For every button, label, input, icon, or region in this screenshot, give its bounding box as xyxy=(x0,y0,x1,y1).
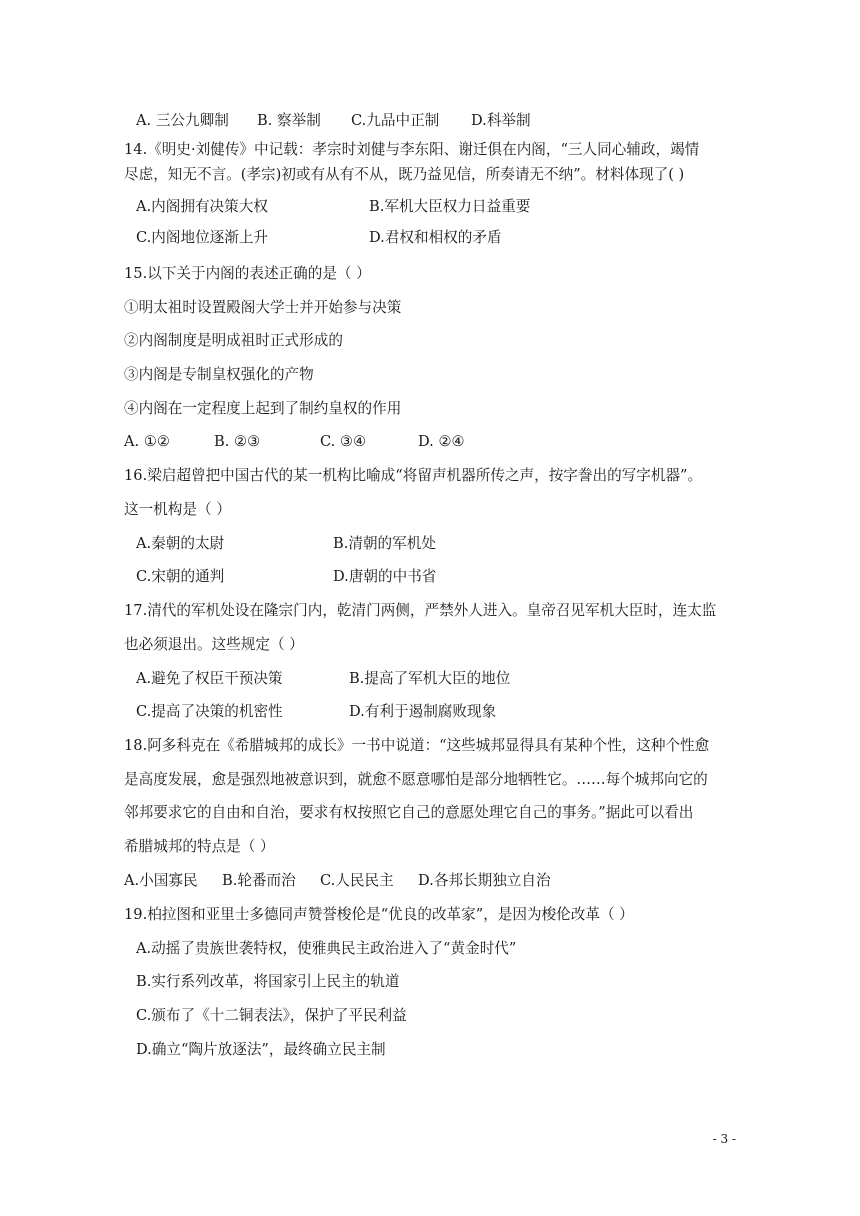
q18-stem-line3: 邻邦要求它的自由和自治，要求有权按照它自己的意愿处理它自己的事务。”据此可以看出 xyxy=(124,804,694,821)
q18-stem-line2: 是高度发展，愈是强烈地被意识到，就愈不愿意哪怕是部分地牺牲它。……每个城邦向它的 xyxy=(124,771,708,788)
q15-option-a: A. ①② xyxy=(124,433,170,450)
q16-option-b: B.清朝的军机处 xyxy=(333,535,436,552)
q18-stem-line1: 18.阿多科克在《希腊城邦的成长》一书中说道：“这些城邦显得具有某种个性，这种个性愈 xyxy=(124,737,710,754)
q17-option-d: D.有利于遏制腐败现象 xyxy=(349,703,497,720)
q18-stem-line4: 希腊城邦的特点是（ ） xyxy=(124,838,275,855)
q15-item-2: ②内阁制度是明成祖时正式形成的 xyxy=(124,332,343,349)
q14-option-b: B.军机大臣权力日益重要 xyxy=(369,198,531,215)
q15-option-c: C. ③④ xyxy=(320,433,367,450)
q16-option-d: D.唐朝的中书省 xyxy=(333,568,437,585)
q17-stem-line2: 也必须退出。这些规定（ ） xyxy=(124,636,304,653)
q15-option-d: D. ②④ xyxy=(418,433,465,450)
q16-stem-line1: 16.梁启超曾把中国古代的某一机构比喻成“将留声机器所传之声，按字誊出的写字机器”。 xyxy=(124,467,703,484)
q14-stem-line1: 14.《明史·刘健传》中记载：孝宗时刘健与李东阳、谢迁俱在内阁，“三人同心辅政，竭情 xyxy=(124,141,700,158)
q19-stem: 19.柏拉图和亚里士多德同声赞誉梭伦是“优良的改革家”，是因为梭伦改革（ ） xyxy=(124,906,634,923)
q13-option-b: B. 察举制 xyxy=(257,112,321,129)
q18-option-c: C.人民民主 xyxy=(320,872,394,889)
q17-option-c: C.提高了决策的机密性 xyxy=(136,703,283,720)
q19-option-d: D.确立“陶片放逐法”，最终确立民主制 xyxy=(136,1041,386,1058)
q15-item-4: ④内阁在一定程度上起到了制约皇权的作用 xyxy=(124,400,402,417)
q13-option-a: A. 三公九卿制 xyxy=(136,112,229,129)
q17-option-b: B.提高了军机大臣的地位 xyxy=(349,670,511,687)
q16-stem-line2: 这一机构是（ ） xyxy=(124,501,231,518)
q14-option-d: D.君权和相权的矛盾 xyxy=(369,229,502,246)
q19-option-c: C.颁布了《十二铜表法》，保护了平民利益 xyxy=(136,1007,407,1024)
q14-option-a: A.内阁拥有决策大权 xyxy=(136,198,268,215)
q18-option-a: A.小国寡民 xyxy=(124,872,198,889)
q13-option-c: C.九品中正制 xyxy=(351,112,440,129)
q18-option-b: B.轮番而治 xyxy=(222,872,296,889)
q17-option-a: A.避免了权臣干预决策 xyxy=(136,670,283,687)
q17-stem-line1: 17.清代的军机处设在隆宗门内，乾清门两侧，严禁外人进入。皇帝召见军机大臣时，连太监 xyxy=(124,602,717,619)
q14-option-c: C.内阁地位逐渐上升 xyxy=(136,229,269,246)
q15-item-3: ③内阁是专制皇权强化的产物 xyxy=(124,366,314,383)
q13-option-d: D.科举制 xyxy=(471,112,531,129)
q15-item-1: ①明太祖时设置殿阁大学士并开始参与决策 xyxy=(124,299,402,316)
page-number: - 3 - xyxy=(712,1132,736,1146)
q16-option-c: C.宋朝的通判 xyxy=(136,568,225,585)
q18-option-d: D.各邦长期独立自治 xyxy=(418,872,551,889)
q15-option-b: B. ②③ xyxy=(214,433,261,450)
q16-option-a: A.秦朝的太尉 xyxy=(136,535,225,552)
q14-stem-line2: 尽虑，知无不言。(孝宗)初或有从有不从，既乃益见信，所奏请无不纳”。材料体现了( ) xyxy=(124,166,685,183)
q19-option-b: B.实行系列改革，将国家引上民主的轨道 xyxy=(136,973,400,990)
q19-option-a: A.动摇了贵族世袭特权，使雅典民主政治进入了“黄金时代” xyxy=(136,940,517,957)
q15-stem: 15.以下关于内阁的表述正确的是（ ） xyxy=(124,265,371,282)
